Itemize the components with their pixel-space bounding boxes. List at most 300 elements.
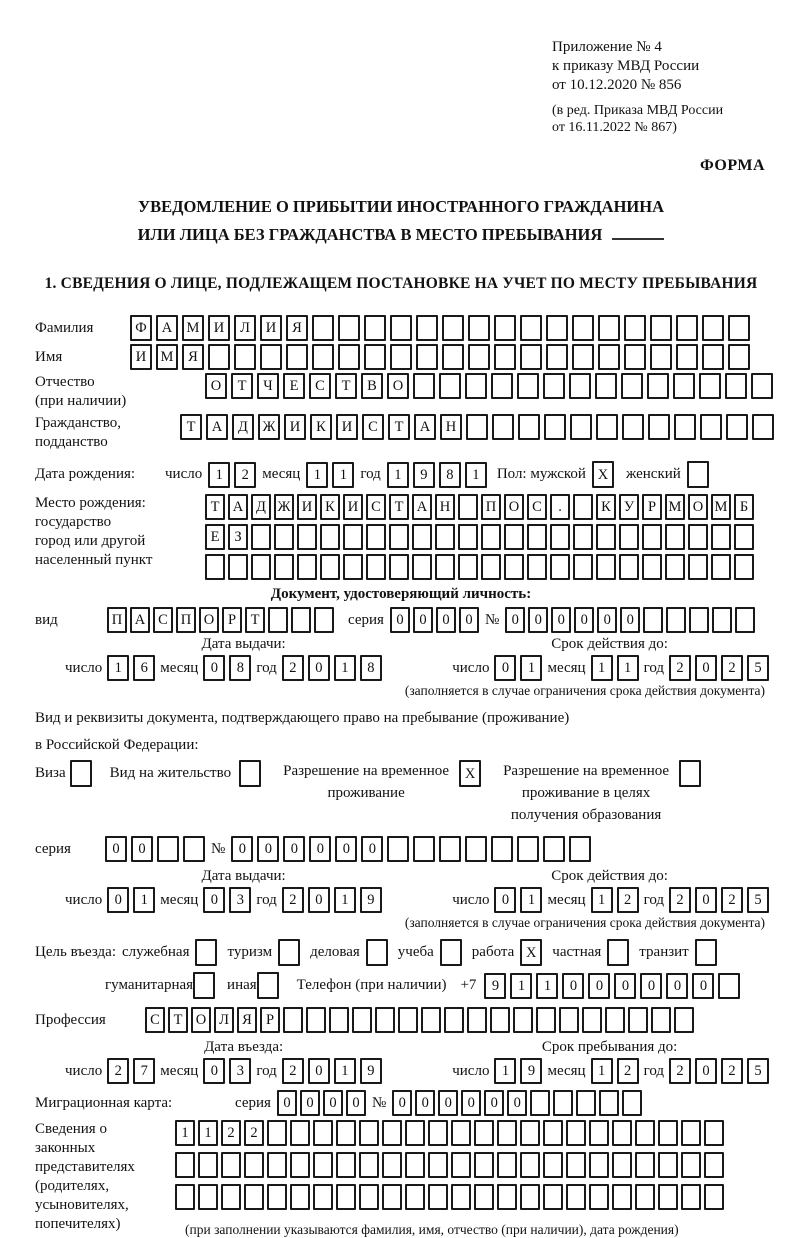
form-cell[interactable]: [458, 494, 478, 520]
form-cell[interactable]: [366, 554, 386, 580]
form-cell[interactable]: [474, 1120, 494, 1146]
form-cell[interactable]: X: [520, 939, 542, 966]
form-cell[interactable]: [366, 939, 388, 966]
form-cell[interactable]: 2: [282, 1058, 304, 1084]
form-cell[interactable]: [681, 1152, 701, 1178]
form-cell[interactable]: 2: [221, 1120, 241, 1146]
form-cell[interactable]: [291, 607, 311, 633]
form-cell[interactable]: 0: [695, 655, 717, 681]
form-cell[interactable]: [458, 524, 478, 550]
form-cell[interactable]: [267, 1120, 287, 1146]
form-cell[interactable]: 0: [461, 1090, 481, 1116]
form-cell[interactable]: 0: [588, 973, 610, 999]
form-cell[interactable]: [183, 836, 205, 862]
form-cell[interactable]: [458, 554, 478, 580]
form-cell[interactable]: [278, 939, 300, 966]
form-cell[interactable]: [566, 1184, 586, 1210]
form-cell[interactable]: [518, 414, 540, 440]
form-cell[interactable]: [428, 1120, 448, 1146]
form-cell[interactable]: Т: [335, 373, 357, 399]
form-cell[interactable]: [198, 1152, 218, 1178]
form-cell[interactable]: 0: [695, 887, 717, 913]
form-cell[interactable]: X: [459, 760, 481, 787]
form-cell[interactable]: [387, 836, 409, 862]
form-cell[interactable]: 0: [283, 836, 305, 862]
form-cell[interactable]: [619, 554, 639, 580]
form-cell[interactable]: [726, 414, 748, 440]
form-cell[interactable]: [260, 344, 282, 370]
form-cell[interactable]: М: [665, 494, 685, 520]
form-cell[interactable]: 0: [308, 1058, 330, 1084]
form-cell[interactable]: В: [361, 373, 383, 399]
form-cell[interactable]: [752, 414, 774, 440]
form-cell[interactable]: [546, 344, 568, 370]
form-cell[interactable]: 0: [494, 655, 516, 681]
form-cell[interactable]: [546, 315, 568, 341]
form-cell[interactable]: [566, 1120, 586, 1146]
form-cell[interactable]: [569, 836, 591, 862]
form-cell[interactable]: 0: [308, 655, 330, 681]
form-cell[interactable]: [735, 607, 755, 633]
form-cell[interactable]: [336, 1152, 356, 1178]
form-cell[interactable]: [290, 1120, 310, 1146]
form-cell[interactable]: 0: [562, 973, 584, 999]
form-cell[interactable]: 0: [574, 607, 594, 633]
form-cell[interactable]: 3: [229, 887, 251, 913]
form-cell[interactable]: Т: [388, 414, 410, 440]
form-cell[interactable]: Ф: [130, 315, 152, 341]
form-cell[interactable]: 0: [390, 607, 410, 633]
form-cell[interactable]: 2: [282, 887, 304, 913]
form-cell[interactable]: [734, 554, 754, 580]
form-cell[interactable]: [573, 524, 593, 550]
form-cell[interactable]: 2: [234, 462, 256, 488]
form-cell[interactable]: [390, 344, 412, 370]
form-cell[interactable]: О: [191, 1007, 211, 1033]
form-cell[interactable]: [412, 524, 432, 550]
form-cell[interactable]: 0: [107, 887, 129, 913]
form-cell[interactable]: Т: [245, 607, 265, 633]
form-cell[interactable]: П: [107, 607, 127, 633]
form-cell[interactable]: [442, 344, 464, 370]
form-cell[interactable]: [290, 1184, 310, 1210]
form-cell[interactable]: [622, 1090, 642, 1116]
form-cell[interactable]: [559, 1007, 579, 1033]
form-cell[interactable]: [576, 1090, 596, 1116]
form-cell[interactable]: Н: [435, 494, 455, 520]
form-cell[interactable]: [544, 414, 566, 440]
form-cell[interactable]: [622, 414, 644, 440]
form-cell[interactable]: [504, 524, 524, 550]
form-cell[interactable]: [474, 1184, 494, 1210]
form-cell[interactable]: [520, 315, 542, 341]
form-cell[interactable]: [624, 344, 646, 370]
form-cell[interactable]: 2: [244, 1120, 264, 1146]
form-cell[interactable]: [700, 414, 722, 440]
form-cell[interactable]: [251, 554, 271, 580]
form-cell[interactable]: М: [156, 344, 178, 370]
form-cell[interactable]: [517, 836, 539, 862]
form-cell[interactable]: [570, 414, 592, 440]
form-cell[interactable]: [624, 315, 646, 341]
form-cell[interactable]: [375, 1007, 395, 1033]
form-cell[interactable]: 8: [360, 655, 382, 681]
form-cell[interactable]: 1: [510, 973, 532, 999]
form-cell[interactable]: [543, 1184, 563, 1210]
form-cell[interactable]: [274, 524, 294, 550]
form-cell[interactable]: [650, 344, 672, 370]
form-cell[interactable]: [699, 373, 721, 399]
form-cell[interactable]: А: [228, 494, 248, 520]
form-cell[interactable]: .: [550, 494, 570, 520]
form-cell[interactable]: [553, 1090, 573, 1116]
form-cell[interactable]: О: [199, 607, 219, 633]
form-cell[interactable]: [440, 939, 462, 966]
form-cell[interactable]: [607, 939, 629, 966]
form-cell[interactable]: [221, 1152, 241, 1178]
form-cell[interactable]: 5: [747, 1058, 769, 1084]
form-cell[interactable]: 2: [617, 1058, 639, 1084]
form-cell[interactable]: [711, 524, 731, 550]
form-cell[interactable]: [725, 373, 747, 399]
form-cell[interactable]: [702, 315, 724, 341]
form-cell[interactable]: 1: [591, 655, 613, 681]
form-cell[interactable]: 9: [484, 973, 506, 999]
form-cell[interactable]: 7: [133, 1058, 155, 1084]
form-cell[interactable]: [647, 373, 669, 399]
form-cell[interactable]: [312, 315, 334, 341]
form-cell[interactable]: [612, 1120, 632, 1146]
form-cell[interactable]: [702, 344, 724, 370]
form-cell[interactable]: П: [176, 607, 196, 633]
form-cell[interactable]: С: [362, 414, 384, 440]
form-cell[interactable]: И: [208, 315, 230, 341]
form-cell[interactable]: [336, 1120, 356, 1146]
form-cell[interactable]: [413, 373, 435, 399]
form-cell[interactable]: [389, 524, 409, 550]
form-cell[interactable]: Б: [734, 494, 754, 520]
form-cell[interactable]: [751, 373, 773, 399]
form-cell[interactable]: [596, 524, 616, 550]
form-cell[interactable]: [313, 1120, 333, 1146]
form-cell[interactable]: Ч: [257, 373, 279, 399]
form-cell[interactable]: [734, 524, 754, 550]
form-cell[interactable]: 1: [107, 655, 129, 681]
form-cell[interactable]: 0: [105, 836, 127, 862]
form-cell[interactable]: 1: [591, 1058, 613, 1084]
form-cell[interactable]: Л: [214, 1007, 234, 1033]
form-cell[interactable]: [405, 1120, 425, 1146]
form-cell[interactable]: [444, 1007, 464, 1033]
form-cell[interactable]: [439, 836, 461, 862]
form-cell[interactable]: [175, 1184, 195, 1210]
form-cell[interactable]: 2: [669, 655, 691, 681]
form-cell[interactable]: 2: [107, 1058, 129, 1084]
form-cell[interactable]: [228, 554, 248, 580]
form-cell[interactable]: [599, 1090, 619, 1116]
form-cell[interactable]: [338, 315, 360, 341]
form-cell[interactable]: Л: [234, 315, 256, 341]
form-cell[interactable]: [221, 1184, 241, 1210]
form-cell[interactable]: Т: [231, 373, 253, 399]
form-cell[interactable]: Я: [286, 315, 308, 341]
form-cell[interactable]: [320, 554, 340, 580]
form-cell[interactable]: [421, 1007, 441, 1033]
form-cell[interactable]: С: [527, 494, 547, 520]
form-cell[interactable]: И: [336, 414, 358, 440]
form-cell[interactable]: [435, 524, 455, 550]
form-cell[interactable]: [481, 554, 501, 580]
form-cell[interactable]: [297, 524, 317, 550]
form-cell[interactable]: [520, 1184, 540, 1210]
form-cell[interactable]: [530, 1090, 550, 1116]
form-cell[interactable]: [543, 836, 565, 862]
form-cell[interactable]: 0: [551, 607, 571, 633]
form-cell[interactable]: 2: [282, 655, 304, 681]
form-cell[interactable]: К: [310, 414, 332, 440]
form-cell[interactable]: [596, 554, 616, 580]
form-cell[interactable]: [234, 344, 256, 370]
form-cell[interactable]: 2: [721, 887, 743, 913]
form-cell[interactable]: [687, 461, 709, 488]
form-cell[interactable]: 0: [438, 1090, 458, 1116]
form-cell[interactable]: П: [481, 494, 501, 520]
form-cell[interactable]: 9: [520, 1058, 542, 1084]
form-cell[interactable]: [658, 1120, 678, 1146]
form-cell[interactable]: 0: [505, 607, 525, 633]
form-cell[interactable]: 0: [614, 973, 636, 999]
form-cell[interactable]: Т: [205, 494, 225, 520]
form-cell[interactable]: [491, 836, 513, 862]
form-cell[interactable]: [651, 1007, 671, 1033]
form-cell[interactable]: 8: [229, 655, 251, 681]
form-cell[interactable]: [343, 554, 363, 580]
form-cell[interactable]: 0: [597, 607, 617, 633]
form-cell[interactable]: [306, 1007, 326, 1033]
form-cell[interactable]: 0: [695, 1058, 717, 1084]
form-cell[interactable]: [612, 1152, 632, 1178]
form-cell[interactable]: [728, 315, 750, 341]
form-cell[interactable]: [398, 1007, 418, 1033]
form-cell[interactable]: [198, 1184, 218, 1210]
form-cell[interactable]: О: [688, 494, 708, 520]
form-cell[interactable]: 9: [360, 887, 382, 913]
form-cell[interactable]: [267, 1184, 287, 1210]
form-cell[interactable]: [283, 1007, 303, 1033]
form-cell[interactable]: [474, 1152, 494, 1178]
form-cell[interactable]: 0: [203, 1058, 225, 1084]
form-cell[interactable]: [681, 1184, 701, 1210]
form-cell[interactable]: И: [343, 494, 363, 520]
form-cell[interactable]: [442, 315, 464, 341]
form-cell[interactable]: [468, 344, 490, 370]
form-cell[interactable]: [412, 554, 432, 580]
form-cell[interactable]: [366, 524, 386, 550]
form-cell[interactable]: [364, 315, 386, 341]
form-cell[interactable]: О: [504, 494, 524, 520]
form-cell[interactable]: 0: [528, 607, 548, 633]
form-cell[interactable]: [572, 315, 594, 341]
form-cell[interactable]: 1: [332, 462, 354, 488]
form-cell[interactable]: [543, 1152, 563, 1178]
form-cell[interactable]: [695, 939, 717, 966]
form-cell[interactable]: [704, 1120, 724, 1146]
form-cell[interactable]: 2: [617, 887, 639, 913]
form-cell[interactable]: [481, 524, 501, 550]
form-cell[interactable]: [712, 607, 732, 633]
form-cell[interactable]: 1: [334, 655, 356, 681]
form-cell[interactable]: [382, 1120, 402, 1146]
form-cell[interactable]: Р: [642, 494, 662, 520]
form-cell[interactable]: [413, 836, 435, 862]
form-cell[interactable]: [338, 344, 360, 370]
form-cell[interactable]: [628, 1007, 648, 1033]
form-cell[interactable]: [467, 1007, 487, 1033]
form-cell[interactable]: 1: [617, 655, 639, 681]
form-cell[interactable]: 1: [175, 1120, 195, 1146]
form-cell[interactable]: [313, 1184, 333, 1210]
form-cell[interactable]: [359, 1152, 379, 1178]
form-cell[interactable]: 0: [346, 1090, 366, 1116]
form-cell[interactable]: [566, 1152, 586, 1178]
form-cell[interactable]: Т: [168, 1007, 188, 1033]
form-cell[interactable]: [286, 344, 308, 370]
form-cell[interactable]: Т: [389, 494, 409, 520]
form-cell[interactable]: [312, 344, 334, 370]
form-cell[interactable]: [251, 524, 271, 550]
form-cell[interactable]: [543, 1120, 563, 1146]
form-cell[interactable]: [465, 836, 487, 862]
form-cell[interactable]: [658, 1184, 678, 1210]
form-cell[interactable]: А: [414, 414, 436, 440]
form-cell[interactable]: [676, 315, 698, 341]
form-cell[interactable]: 1: [536, 973, 558, 999]
form-cell[interactable]: 8: [439, 462, 461, 488]
form-cell[interactable]: 0: [415, 1090, 435, 1116]
form-cell[interactable]: [504, 554, 524, 580]
form-cell[interactable]: [451, 1120, 471, 1146]
form-cell[interactable]: 1: [520, 887, 542, 913]
form-cell[interactable]: [490, 1007, 510, 1033]
form-cell[interactable]: [405, 1152, 425, 1178]
form-cell[interactable]: [435, 554, 455, 580]
form-cell[interactable]: [428, 1152, 448, 1178]
form-cell[interactable]: [382, 1184, 402, 1210]
form-cell[interactable]: [329, 1007, 349, 1033]
form-cell[interactable]: [619, 524, 639, 550]
form-cell[interactable]: [643, 607, 663, 633]
form-cell[interactable]: 1: [465, 462, 487, 488]
form-cell[interactable]: [466, 414, 488, 440]
form-cell[interactable]: [688, 524, 708, 550]
form-cell[interactable]: 1: [334, 887, 356, 913]
form-cell[interactable]: [343, 524, 363, 550]
form-cell[interactable]: 0: [484, 1090, 504, 1116]
form-cell[interactable]: [157, 836, 179, 862]
form-cell[interactable]: [497, 1184, 517, 1210]
form-cell[interactable]: К: [320, 494, 340, 520]
form-cell[interactable]: 0: [277, 1090, 297, 1116]
form-cell[interactable]: 1: [591, 887, 613, 913]
form-cell[interactable]: [673, 373, 695, 399]
form-cell[interactable]: [595, 373, 617, 399]
form-cell[interactable]: 0: [620, 607, 640, 633]
form-cell[interactable]: [359, 1120, 379, 1146]
form-cell[interactable]: [573, 494, 593, 520]
form-cell[interactable]: [681, 1120, 701, 1146]
form-cell[interactable]: [267, 1152, 287, 1178]
form-cell[interactable]: [494, 315, 516, 341]
form-cell[interactable]: С: [366, 494, 386, 520]
form-cell[interactable]: 2: [669, 887, 691, 913]
form-cell[interactable]: [642, 554, 662, 580]
form-cell[interactable]: [513, 1007, 533, 1033]
form-cell[interactable]: М: [182, 315, 204, 341]
form-cell[interactable]: [297, 554, 317, 580]
form-cell[interactable]: [290, 1152, 310, 1178]
form-cell[interactable]: [492, 414, 514, 440]
form-cell[interactable]: Р: [222, 607, 242, 633]
form-cell[interactable]: [239, 760, 261, 787]
form-cell[interactable]: [257, 972, 279, 999]
form-cell[interactable]: [320, 524, 340, 550]
form-cell[interactable]: [666, 607, 686, 633]
form-cell[interactable]: 1: [208, 462, 230, 488]
form-cell[interactable]: [268, 607, 288, 633]
form-cell[interactable]: [572, 344, 594, 370]
form-cell[interactable]: 0: [203, 655, 225, 681]
form-cell[interactable]: X: [592, 461, 614, 488]
form-cell[interactable]: [621, 373, 643, 399]
form-cell[interactable]: Т: [180, 414, 202, 440]
form-cell[interactable]: [536, 1007, 556, 1033]
form-cell[interactable]: [439, 373, 461, 399]
form-cell[interactable]: 1: [520, 655, 542, 681]
form-cell[interactable]: [527, 554, 547, 580]
form-cell[interactable]: 3: [229, 1058, 251, 1084]
form-cell[interactable]: [364, 344, 386, 370]
form-cell[interactable]: [517, 373, 539, 399]
form-cell[interactable]: [520, 1120, 540, 1146]
form-cell[interactable]: [689, 607, 709, 633]
form-cell[interactable]: [650, 315, 672, 341]
form-cell[interactable]: [405, 1184, 425, 1210]
form-cell[interactable]: [582, 1007, 602, 1033]
form-cell[interactable]: И: [297, 494, 317, 520]
form-cell[interactable]: Ж: [274, 494, 294, 520]
form-cell[interactable]: Е: [205, 524, 225, 550]
form-cell[interactable]: 6: [133, 655, 155, 681]
form-cell[interactable]: [195, 939, 217, 966]
form-cell[interactable]: Ж: [258, 414, 280, 440]
form-cell[interactable]: [605, 1007, 625, 1033]
form-cell[interactable]: [704, 1184, 724, 1210]
form-cell[interactable]: 0: [692, 973, 714, 999]
form-cell[interactable]: [244, 1152, 264, 1178]
form-cell[interactable]: 0: [203, 887, 225, 913]
form-cell[interactable]: [674, 1007, 694, 1033]
form-cell[interactable]: Д: [232, 414, 254, 440]
form-cell[interactable]: 2: [721, 1058, 743, 1084]
form-cell[interactable]: [573, 554, 593, 580]
form-cell[interactable]: [416, 344, 438, 370]
form-cell[interactable]: [274, 554, 294, 580]
form-cell[interactable]: [382, 1152, 402, 1178]
form-cell[interactable]: С: [153, 607, 173, 633]
form-cell[interactable]: 0: [300, 1090, 320, 1116]
form-cell[interactable]: 0: [494, 887, 516, 913]
form-cell[interactable]: [359, 1184, 379, 1210]
